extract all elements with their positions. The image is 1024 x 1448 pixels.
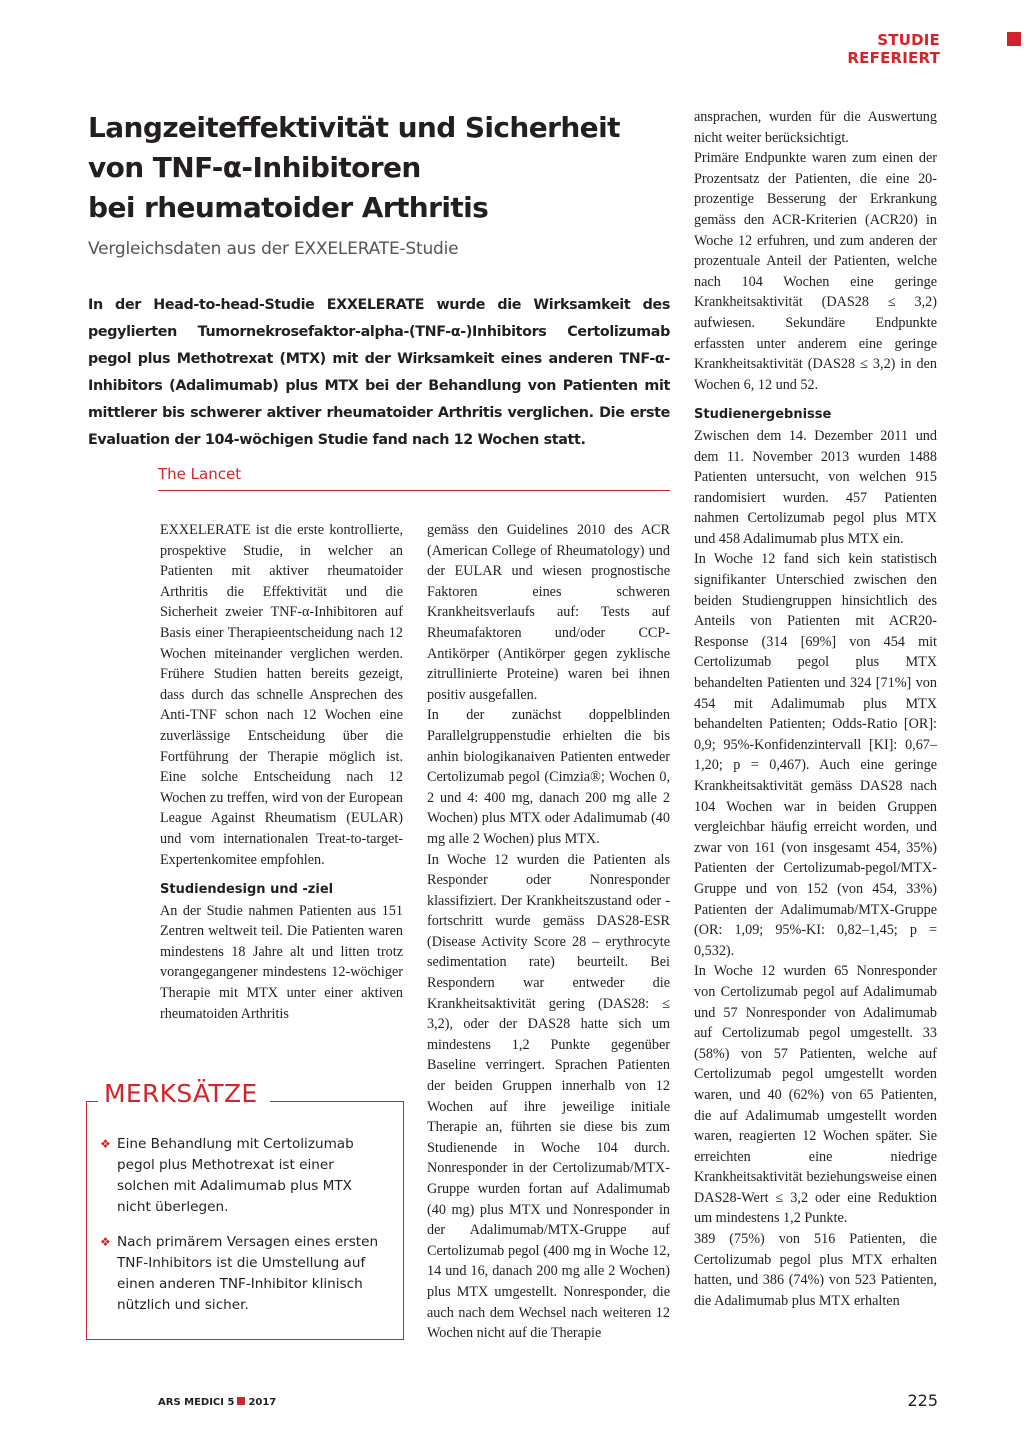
key-point-text: Nach primärem Versagen eines ersten TNF-Inhibitors ist die Umstellung auf einen anderen TNF-Inhibitor klinisch nützlich und sicher. — [117, 1234, 379, 1313]
article-title — [88, 108, 648, 228]
body-paragraph: In Woche 12 fand sich kein statistisch signifikanter Unterschied zwischen den beiden Studiengruppen hinsichtlich des Anteils von Patienten mit ACR20-Response (314 [69%] von 454 mit Certolizumab pegol plus MTX behandelten Patienten und 324 [71%] von 454 mit Adalimumab plus MTX behandelten Patienten; Odds-Ratio [OR]: 0,9; 95%-Konfidenzintervall [KI]: 0,67–1,20; p = 0,467). Auch eine geringe Krankheitsaktivität gemäss DAS28 nach 104 Wochen war in beiden Gruppen vergleichbar häufig erreicht worden, und zwar von 161 (von insgesamt 454, 35%) Patienten der Certolizumab-pegol/MTX-Gruppe und von 152 (von 454, 33%) Patienten der Adalimumab/MTX-Gruppe (OR: 1,09; 95%-KI: 0,82–1,45; p = 0,532). — [694, 551, 937, 959]
journal-year: 2017 — [248, 1397, 277, 1408]
text-column-2 — [427, 520, 670, 1344]
body-paragraph: EXXELERATE ist die erste kontrollierte, prospektive Studie, in welcher an Patienten mit aktiver rheumatoider Arthritis die Effektivität und die Sicherheit zweier TNF-α-Inhibitoren auf Basis einer Therapieentscheidung nach 12 Wochen miteinander verglichen werden. Frühere Studien hatten bereits gezeigt, dass durch das schnelle Ansprechen des Anti-TNF schon nach 12 Wochen eine zuverlässige Entscheidung über die Fortführung der Therapie möglich ist. Eine solche Entscheidung nach 12 Wochen zu treffen, wird von der European League Against Rheumatism (EULAR) und vom internationalen Treat-to-target-Expertenkomitee empfohlen. — [160, 522, 403, 868]
text-column-3 — [694, 107, 937, 1311]
key-points-border — [270, 1101, 404, 1102]
body-paragraph: Primäre Endpunkte waren zum einen der Prozentsatz der Patienten, die eine 20-prozentige Besserung der Erkrankung gemäss den ACR-Kriterien (ACR20) in Woche 12 erfuhren, und zum anderen der prozentuale Anteil der Patienten, welche nach 104 Wochen eine geringe Krankheitsaktivität (DAS28 ≤ 3,2) aufwiesen. Sekundäre Endpunkte erfassten unter anderem eine geringe Krankheitsaktivität (DAS28 ≤ 3,2) in den Wochen 6, 12 und 52. — [694, 150, 937, 393]
section-marker-square — [1007, 32, 1021, 46]
body-paragraph: ansprachen, wurden für die Auswertung nicht weiter berücksichtigt. — [694, 109, 937, 146]
key-points-list — [100, 1134, 390, 1330]
key-point-text: Eine Behandlung mit Certolizumab pegol plus Methotrexat ist einer solchen mit Adalimumab plus MTX nicht überlegen. — [117, 1136, 354, 1215]
footer-journal — [158, 1397, 276, 1408]
page-number: 225 — [907, 1391, 938, 1410]
footer-square-icon — [237, 1397, 245, 1405]
title-line: Langzeiteffektivität und Sicherheit — [88, 111, 620, 144]
article-lead: In der Head-to-head-Studie EXXELERATE wurde die Wirksamkeit des pegylierten Tumornekrosefaktor-alpha-(TNF-α-)Inhibitors Certolizumab pegol plus Methotrexat (MTX) mit der Wirksamkeit eines anderen TNF-α-Inhibitors (Adalimumab) plus MTX bei der Behandlung von Patienten mit mittlerer bis schwerer aktiver rheumatoider Arthritis verglichen. Die erste Evaluation der 104-wöchigen Studie fand nach 12 Wochen statt. — [88, 297, 670, 448]
body-paragraph: gemäss den Guidelines 2010 des ACR (American College of Rheumatology) und der EULAR und wiesen prognostische Faktoren eines schweren Krankheitsverlaufs auf: Tests auf Rheumafaktoren und/oder CCP-Antikörper (Antikörper gegen zyklische zitrullinierte Proteine) waren bei ihnen positiv ausgefallen. — [427, 522, 670, 703]
subheading-results: Studienergebnisse — [694, 407, 832, 423]
body-paragraph: 389 (75%) von 516 Patienten, die Certolizumab pegol plus MTX erhalten hatten, und 386 (74%) von 523 Patienten, die Adalimumab plus MTX erhalten — [694, 1231, 937, 1309]
title-line: von TNF-α-Inhibitoren — [88, 151, 421, 184]
section-label: STUDIE REFERIERT — [847, 31, 940, 67]
key-point-item — [100, 1232, 390, 1316]
source-divider — [158, 490, 670, 491]
key-points-heading: MERKSÄTZE — [104, 1079, 258, 1108]
subheading-study-design: Studiendesign und -ziel — [160, 882, 334, 898]
article-subtitle: Vergleichsdaten aus der EXXELERATE-Studie — [88, 239, 459, 259]
body-paragraph: In der zunächst doppelblinden Parallelgruppenstudie erhielten die bis anhin biologikanaiven Patienten entweder Certolizumab pegol (Cimzia®; Wochen 0, 2 und 4: 400 mg, danach 200 mg alle 2 Wochen) plus MTX oder Adalimumab (40 mg alle 2 Wochen) plus MTX. — [427, 707, 670, 847]
title-line: bei rheumatoider Arthritis — [88, 191, 489, 224]
body-paragraph: An der Studie nahmen Patienten aus 151 Zentren weltweit teil. Die Patienten waren mindestens 18 Jahre alt und litten trotz vorangegangener mindestens 12-wöchiger Therapie mit MTX unter einer aktiven rheumatoiden Arthritis — [160, 902, 403, 1022]
body-paragraph: Zwischen dem 14. Dezember 2011 und dem 11. November 2013 wurden 1488 Patienten untersucht, von welchen 915 randomisiert wurden. 457 Patienten nahmen Certolizumab pegol plus MTX und 458 Adalimumab plus MTX ein. — [694, 427, 937, 547]
source-label: The Lancet — [158, 465, 242, 483]
body-paragraph: In Woche 12 wurden die Patienten als Responder oder Nonresponder klassifiziert. Der Krankheitszustand oder -fortschritt wurde gemäss DAS28-ESR (Disease Activity Score 28 – erythrocyte sedimentation rate) beurteilt. Bei Respondern war entweder die Krankheitsaktivität gering (DAS28: ≤ 3,2), oder der DAS28 hatte sich um mindestens 1,2 Punkte gegenüber Baseline verringert. Sprachen Patienten der beiden Gruppen innerhalb von 12 Wochen auf ihre jeweilige initiale Therapie an, führten sie diese bis zum Studienende in Woche 104 durch. Nonresponder in der Certolizumab/MTX-Gruppe wurden fortan auf Adalimumab (40 mg) plus MTX und Nonresponder in der Adalimumab/MTX-Gruppe auf Certolizumab pegol (400 mg in Woche 12, 14 und 16, danach 200 mg alle 2 Wochen) plus MTX umgestellt. Nonresponder, die auch nach dem Wechsel nach weiteren 12 Wochen nicht auf die Therapie — [427, 851, 670, 1342]
body-paragraph: In Woche 12 wurden 65 Nonresponder von Certolizumab pegol auf Adalimumab und 57 Nonresponder von Adalimumab auf Certolizumab pegol umgestellt. 33 (58%) von 57 Patienten, welche auf Certolizumab pegol umgestellt worden waren, und 40 (62%) von 65 Patienten, die auf Adalimumab umgestellt worden waren, reagierten 12 Wochen später. Sie erreichten eine niedrige Krankheitsaktivität beziehungsweise einen DAS28-Wert ≤ 3,2 oder eine Reduktion um mindestens 1,2 Punkte. — [694, 963, 937, 1227]
journal-name: ARS MEDICI 5 — [158, 1397, 235, 1408]
key-point-item — [100, 1134, 390, 1218]
diamond-bullet-icon: ❖ — [100, 1137, 111, 1151]
text-column-1 — [160, 520, 403, 1024]
diamond-bullet-icon: ❖ — [100, 1235, 111, 1249]
key-points-border — [86, 1101, 98, 1102]
